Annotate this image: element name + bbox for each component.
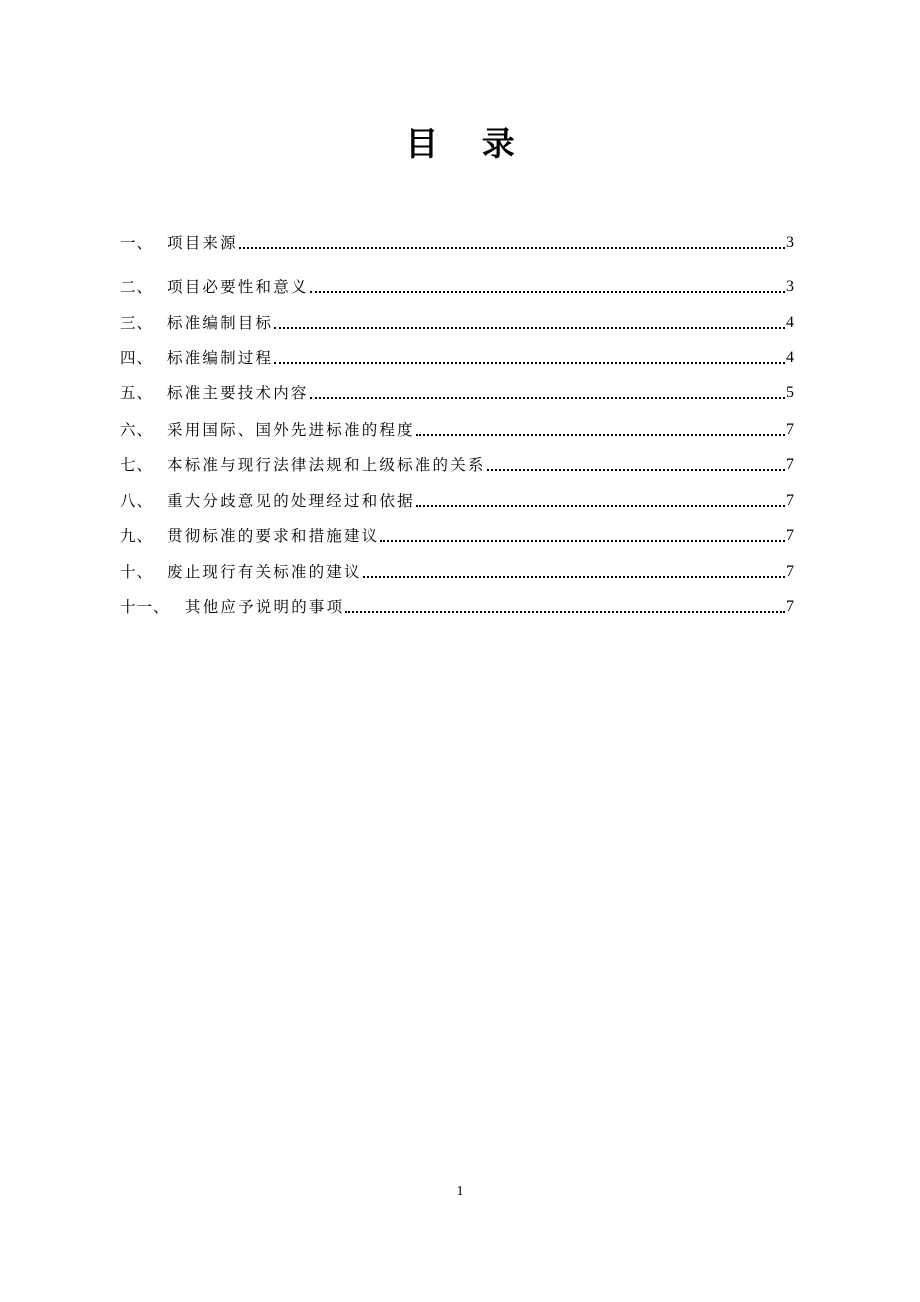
toc-dot-leader [345, 596, 785, 618]
toc-entry-text: 标准编制目标 [167, 314, 274, 332]
toc-entry-text: 标准主要技术内容 [167, 384, 309, 402]
toc-entry-10[interactable] [120, 561, 794, 583]
toc-entry-number: 一、 [120, 234, 154, 252]
page-title: 目 录 [405, 124, 531, 163]
toc-entry-9[interactable] [120, 525, 794, 547]
toc-entry-text: 本标准与现行法律法规和上级标准的关系 [167, 456, 486, 474]
toc-dot-leader [416, 490, 785, 512]
toc-entry-number: 九、 [120, 527, 154, 545]
toc-entry-page: 7 [786, 421, 794, 438]
toc-entry-text: 项目必要性和意义 [167, 278, 309, 296]
toc-entry-text: 项目来源 [167, 234, 238, 252]
toc-entry-number: 四、 [120, 349, 154, 367]
toc-entry-text: 废止现行有关标准的建议 [167, 563, 362, 581]
toc-entry-number: 十一、 [120, 598, 170, 616]
toc-entry-page: 3 [786, 234, 794, 251]
toc-entry-8[interactable] [120, 490, 794, 512]
toc-dot-leader [310, 382, 785, 404]
toc-entry-number: 八、 [120, 492, 154, 510]
toc-dot-leader [363, 561, 785, 583]
toc-entry-page: 7 [786, 492, 794, 509]
toc-dot-leader [416, 419, 785, 441]
toc-entry-text: 标准编制过程 [167, 349, 274, 367]
toc-entry-page: 5 [786, 384, 794, 401]
toc-dot-leader [310, 276, 785, 298]
toc-entry-number: 三、 [120, 314, 154, 332]
toc-dot-leader [487, 454, 785, 476]
toc-dot-leader [380, 525, 785, 547]
toc-entry-page: 3 [786, 278, 794, 295]
toc-entry-2[interactable] [120, 276, 794, 298]
toc-entry-page: 7 [786, 456, 794, 473]
toc-entry-text: 其他应予说明的事项 [185, 598, 345, 616]
toc-dot-leader [274, 312, 785, 334]
toc-entry-5[interactable] [120, 382, 794, 404]
toc-entry-number: 十、 [120, 563, 154, 581]
toc-entry-page: 7 [786, 563, 794, 580]
page-number: 1 [456, 1184, 464, 1199]
toc-entry-page: 4 [786, 314, 794, 331]
toc-entry-page: 7 [786, 527, 794, 544]
toc-entry-3[interactable] [120, 312, 794, 334]
toc-entry-number: 七、 [120, 456, 154, 474]
toc-entry-text: 采用国际、国外先进标准的程度 [167, 421, 415, 439]
toc-entry-text: 贯彻标准的要求和措施建议 [167, 527, 380, 545]
toc-entry-number: 五、 [120, 384, 154, 402]
toc-entry-11[interactable] [120, 596, 794, 618]
toc-dot-leader [274, 347, 785, 369]
toc-entry-7[interactable] [120, 454, 794, 476]
toc-entry-6[interactable] [120, 419, 794, 441]
toc-entry-page: 4 [786, 349, 794, 366]
toc-entry-page: 7 [786, 598, 794, 615]
toc-entry-number: 六、 [120, 421, 154, 439]
toc-entry-4[interactable] [120, 347, 794, 369]
toc-entry-number: 二、 [120, 278, 154, 296]
toc-entry-1[interactable] [120, 232, 794, 254]
toc-dot-leader [239, 232, 785, 254]
toc-entry-text: 重大分歧意见的处理经过和依据 [167, 492, 415, 510]
